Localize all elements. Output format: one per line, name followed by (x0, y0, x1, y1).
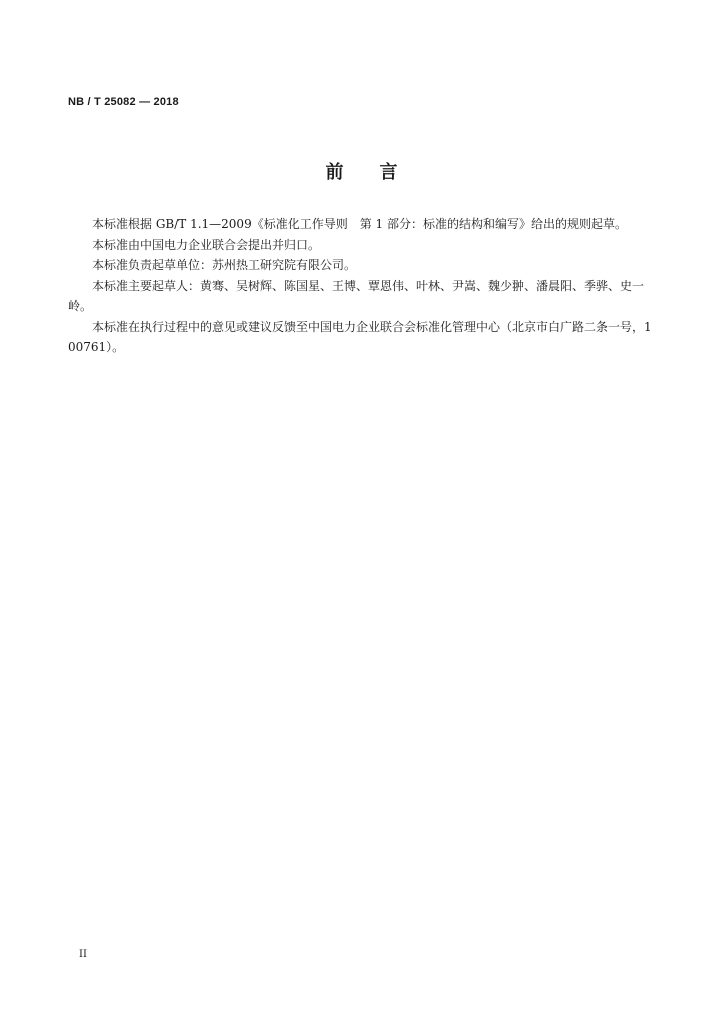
paragraph-feedback: 本标准在执行过程中的意见或建议反馈至中国电力企业联合会标准化管理中心（北京市白广路二条一号，100761）。 (68, 319, 652, 354)
paragraph-drafting-rules: 本标准根据 GB/T 1.1—2009《标准化工作导则 第 1 部分：标准的结构和编写》给出的规则起草。 (92, 217, 627, 231)
standard-code: NB / T 25082 — 2018 (68, 96, 179, 108)
paragraph-drafting-unit: 本标准负责起草单位：苏州热工研究院有限公司。 (92, 258, 357, 272)
page-title (0, 158, 725, 184)
title-part2: 言 (379, 162, 400, 183)
page-number: II (79, 949, 87, 960)
title-part1: 前 (325, 162, 346, 183)
paragraph-drafters: 本标准主要起草人：黄骞、吴树辉、陈国星、王博、覃恩伟、叶林、尹嵩、魏少翀、潘晨阳、季骅、史一岭。 (68, 278, 645, 313)
paragraph-proposer: 本标准由中国电力企业联合会提出并归口。 (92, 237, 321, 252)
foreword-body (68, 214, 658, 358)
